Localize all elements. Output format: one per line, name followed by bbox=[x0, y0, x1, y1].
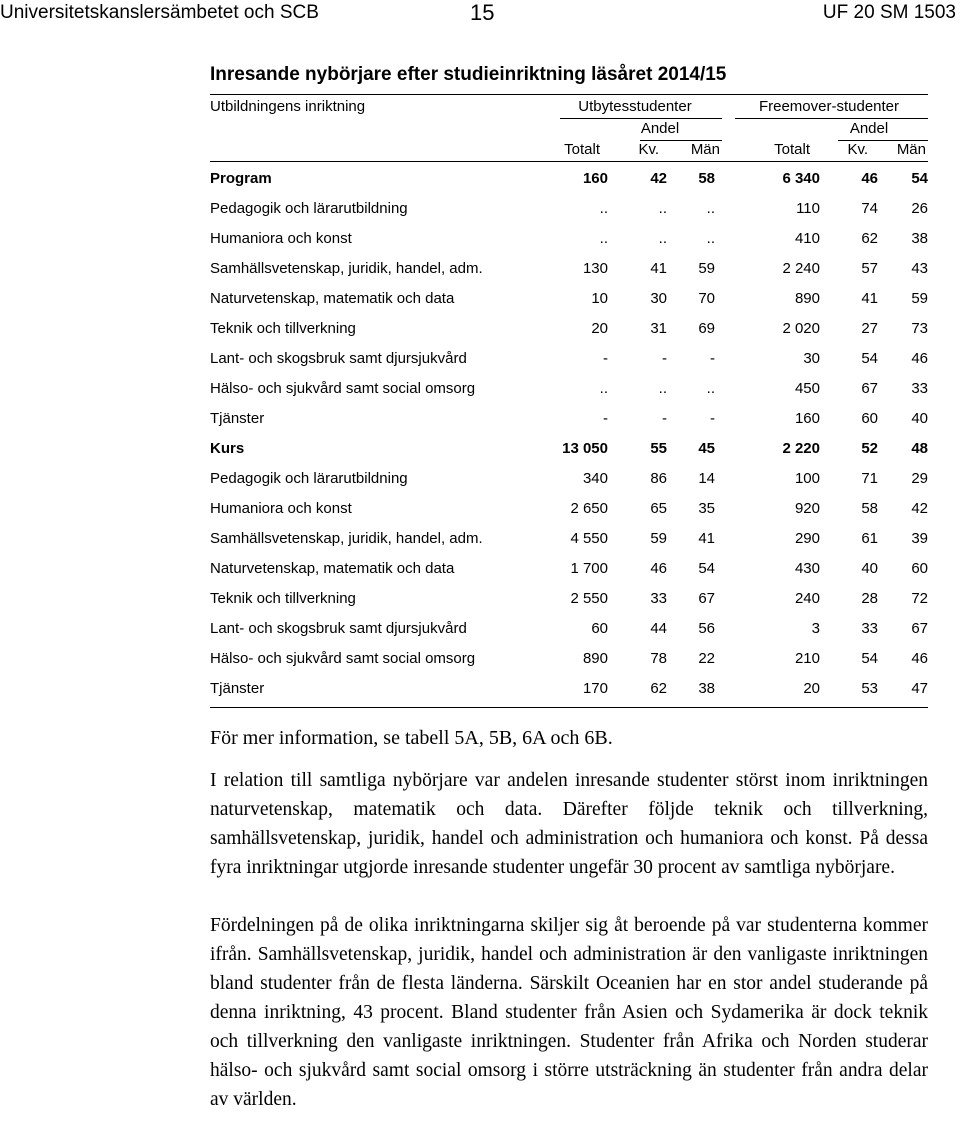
cell-total-exchange: .. bbox=[599, 200, 608, 217]
cell-women-share-exchange: 46 bbox=[650, 560, 667, 577]
row-label: Humaniora och konst bbox=[210, 230, 352, 247]
row-label: Samhällsvetenskap, juridik, handel, adm. bbox=[210, 530, 483, 547]
cell-women-share-exchange: 31 bbox=[650, 320, 667, 337]
cell-women-share-exchange: 62 bbox=[650, 680, 667, 697]
table-row bbox=[210, 650, 928, 680]
cell-women-share-freemover: 67 bbox=[861, 380, 878, 397]
cell-total-freemover: 920 bbox=[794, 500, 820, 517]
col-header-women-exchange: Kv. bbox=[638, 141, 659, 158]
cell-total-exchange: 340 bbox=[582, 470, 608, 487]
cell-men-share-exchange: 59 bbox=[698, 260, 715, 277]
cell-total-freemover: 3 bbox=[811, 620, 820, 637]
cell-women-share-freemover: 27 bbox=[861, 320, 878, 337]
cell-men-share-freemover: 48 bbox=[911, 440, 928, 457]
cell-men-share-exchange: 38 bbox=[698, 680, 715, 697]
table-row bbox=[210, 500, 928, 530]
cell-women-share-exchange: .. bbox=[658, 380, 667, 397]
cell-women-share-freemover: 71 bbox=[861, 470, 878, 487]
cell-women-share-freemover: 54 bbox=[861, 350, 878, 367]
cell-men-share-exchange: 14 bbox=[698, 470, 715, 487]
page-number: 15 bbox=[470, 0, 495, 25]
cell-women-share-freemover: 60 bbox=[861, 410, 878, 427]
row-label: Pedagogik och lärarutbildning bbox=[210, 200, 408, 217]
cell-men-share-freemover: 72 bbox=[911, 590, 928, 607]
row-label: Humaniora och konst bbox=[210, 500, 352, 517]
cell-men-share-exchange: 56 bbox=[698, 620, 715, 637]
table-row bbox=[210, 350, 928, 380]
row-label-header: Utbildningens inriktning bbox=[210, 98, 366, 115]
cell-women-share-exchange: .. bbox=[658, 230, 667, 247]
cell-women-share-exchange: 86 bbox=[650, 470, 667, 487]
cell-men-share-exchange: 67 bbox=[698, 590, 715, 607]
group-header-exchange: Utbytesstudenter bbox=[578, 98, 692, 115]
cell-men-share-exchange: - bbox=[710, 350, 715, 367]
cell-total-exchange: 2 650 bbox=[570, 500, 608, 517]
cell-women-share-exchange: 41 bbox=[650, 260, 667, 277]
col-header-total-exchange: Totalt bbox=[564, 141, 600, 158]
table-row bbox=[210, 170, 928, 200]
cell-women-share-exchange: - bbox=[662, 350, 667, 367]
row-label: Lant- och skogsbruk samt djursjukvård bbox=[210, 620, 467, 637]
cell-men-share-freemover: 33 bbox=[911, 380, 928, 397]
cell-women-share-exchange: 78 bbox=[650, 650, 667, 667]
row-label: Teknik och tillverkning bbox=[210, 320, 356, 337]
cell-total-freemover: 210 bbox=[794, 650, 820, 667]
page-header-left: Universitetskanslersämbetet och SCB bbox=[0, 2, 319, 23]
cell-total-exchange: - bbox=[603, 350, 608, 367]
cell-women-share-exchange: 30 bbox=[650, 290, 667, 307]
cell-men-share-freemover: 40 bbox=[911, 410, 928, 427]
row-label: Tjänster bbox=[210, 410, 265, 427]
cell-men-share-freemover: 67 bbox=[911, 620, 928, 637]
cell-women-share-freemover: 74 bbox=[861, 200, 878, 217]
col-header-total-freemover: Totalt bbox=[774, 141, 810, 158]
col-header-women-freemover: Kv. bbox=[847, 141, 868, 158]
cell-total-freemover: 890 bbox=[794, 290, 820, 307]
row-label: Hälso- och sjukvård samt social omsorg bbox=[210, 650, 476, 667]
cell-men-share-freemover: 43 bbox=[911, 260, 928, 277]
row-label: Naturvetenskap, matematik och data bbox=[210, 560, 455, 577]
cell-total-freemover: 2 240 bbox=[782, 260, 820, 277]
cell-total-exchange: 20 bbox=[591, 320, 608, 337]
cell-women-share-freemover: 54 bbox=[861, 650, 878, 667]
cell-men-share-exchange: 69 bbox=[698, 320, 715, 337]
table-note: För mer information, se tabell 5A, 5B, 6A och 6B. bbox=[210, 727, 613, 749]
table-row bbox=[210, 560, 928, 590]
cell-total-freemover: 290 bbox=[794, 530, 820, 547]
cell-men-share-freemover: 54 bbox=[911, 170, 928, 187]
cell-total-freemover: 20 bbox=[803, 680, 820, 697]
cell-total-freemover: 2 220 bbox=[782, 440, 820, 457]
cell-men-share-exchange: 58 bbox=[698, 170, 715, 187]
cell-total-exchange: 13 050 bbox=[562, 440, 608, 457]
cell-total-exchange: 160 bbox=[582, 170, 608, 187]
cell-women-share-freemover: 33 bbox=[861, 620, 878, 637]
row-label: Samhällsvetenskap, juridik, handel, adm. bbox=[210, 260, 483, 277]
cell-women-share-freemover: 57 bbox=[861, 260, 878, 277]
header-top-rule bbox=[210, 94, 928, 95]
col-header-men-freemover: Män bbox=[896, 141, 926, 158]
cell-total-exchange: 60 bbox=[591, 620, 608, 637]
table-row bbox=[210, 410, 928, 440]
page-header-right: UF 20 SM 1503 bbox=[822, 2, 956, 23]
group-rule-freemover bbox=[735, 118, 928, 119]
cell-men-share-freemover: 38 bbox=[911, 230, 928, 247]
table-row bbox=[210, 320, 928, 350]
cell-men-share-freemover: 73 bbox=[911, 320, 928, 337]
cell-total-freemover: 450 bbox=[794, 380, 820, 397]
cell-men-share-freemover: 29 bbox=[911, 470, 928, 487]
row-label: Naturvetenskap, matematik och data bbox=[210, 290, 455, 307]
cell-men-share-freemover: 47 bbox=[911, 680, 928, 697]
cell-men-share-freemover: 39 bbox=[911, 530, 928, 547]
table-row bbox=[210, 590, 928, 620]
table-bottom-rule bbox=[210, 707, 928, 708]
cell-women-share-exchange: .. bbox=[658, 200, 667, 217]
cell-women-share-freemover: 53 bbox=[861, 680, 878, 697]
row-label: Lant- och skogsbruk samt djursjukvård bbox=[210, 350, 467, 367]
table-row bbox=[210, 380, 928, 410]
cell-women-share-exchange: 59 bbox=[650, 530, 667, 547]
col-header-men-exchange: Män bbox=[690, 141, 720, 158]
cell-women-share-exchange: 44 bbox=[650, 620, 667, 637]
row-label: Teknik och tillverkning bbox=[210, 590, 356, 607]
table-row bbox=[210, 440, 928, 470]
cell-total-freemover: 160 bbox=[794, 410, 820, 427]
cell-total-freemover: 240 bbox=[794, 590, 820, 607]
cell-total-freemover: 30 bbox=[803, 350, 820, 367]
cell-men-share-freemover: 60 bbox=[911, 560, 928, 577]
cell-total-exchange: 130 bbox=[582, 260, 608, 277]
cell-men-share-freemover: 46 bbox=[911, 350, 928, 367]
cell-women-share-freemover: 52 bbox=[861, 440, 878, 457]
share-header-exchange: Andel bbox=[640, 120, 680, 137]
cell-total-freemover: 6 340 bbox=[782, 170, 820, 187]
cell-women-share-freemover: 46 bbox=[861, 170, 878, 187]
row-label: Hälso- och sjukvård samt social omsorg bbox=[210, 380, 476, 397]
cell-women-share-exchange: 65 bbox=[650, 500, 667, 517]
cell-men-share-freemover: 46 bbox=[911, 650, 928, 667]
table-row bbox=[210, 230, 928, 260]
table-row bbox=[210, 200, 928, 230]
table-title: Inresande nybörjare efter studieinriktning läsåret 2014/15 bbox=[210, 64, 727, 85]
group-header-freemover: Freemover-studenter bbox=[758, 98, 900, 115]
cell-total-exchange: - bbox=[603, 410, 608, 427]
share-header-freemover: Andel bbox=[849, 120, 889, 137]
cell-men-share-exchange: .. bbox=[706, 230, 715, 247]
cell-total-exchange: .. bbox=[599, 380, 608, 397]
cell-men-share-exchange: 70 bbox=[698, 290, 715, 307]
cell-total-freemover: 430 bbox=[794, 560, 820, 577]
header-bottom-rule bbox=[210, 161, 928, 162]
row-label: Tjänster bbox=[210, 680, 265, 697]
table-row bbox=[210, 530, 928, 560]
cell-men-share-exchange: .. bbox=[706, 380, 715, 397]
cell-men-share-freemover: 59 bbox=[911, 290, 928, 307]
paragraph-2: Fördelningen på de olika inriktningarna skiljer sig åt beroende på var studenterna kommer ifrån. Samhällsvetenskap, juridik, handel och administration är den vanligaste inriktningen bland studenter från de flesta länderna. Särskilt Oceanien har en stor andel studerande på denna inriktning, 43 procent. Bland studenter från Asien och Sydamerika är dock teknik och tillverkning den vanligaste inriktningen. Studenter från Afrika och Norden studerar hälso- och sjukvård samt social omsorg i större utsträckning än studenter från andra delar av världen. bbox=[210, 915, 928, 1110]
cell-women-share-exchange: 42 bbox=[650, 170, 667, 187]
row-label: Kurs bbox=[210, 440, 245, 457]
cell-total-exchange: 10 bbox=[591, 290, 608, 307]
cell-women-share-exchange: - bbox=[662, 410, 667, 427]
table-row bbox=[210, 290, 928, 320]
table-row bbox=[210, 620, 928, 650]
cell-men-share-freemover: 42 bbox=[911, 500, 928, 517]
table-row bbox=[210, 260, 928, 290]
cell-men-share-freemover: 26 bbox=[911, 200, 928, 217]
cell-women-share-freemover: 41 bbox=[861, 290, 878, 307]
cell-women-share-exchange: 55 bbox=[650, 440, 667, 457]
cell-men-share-exchange: 41 bbox=[698, 530, 715, 547]
cell-women-share-freemover: 62 bbox=[861, 230, 878, 247]
cell-women-share-freemover: 58 bbox=[861, 500, 878, 517]
table-row bbox=[210, 680, 928, 710]
cell-men-share-exchange: .. bbox=[706, 200, 715, 217]
group-rule-exchange bbox=[560, 118, 722, 119]
cell-men-share-exchange: 54 bbox=[698, 560, 715, 577]
cell-women-share-exchange: 33 bbox=[650, 590, 667, 607]
cell-total-exchange: 2 550 bbox=[570, 590, 608, 607]
cell-total-exchange: 1 700 bbox=[570, 560, 608, 577]
cell-total-freemover: 100 bbox=[794, 470, 820, 487]
cell-total-freemover: 410 bbox=[794, 230, 820, 247]
cell-women-share-freemover: 40 bbox=[861, 560, 878, 577]
cell-men-share-exchange: - bbox=[710, 410, 715, 427]
table-row bbox=[210, 470, 928, 500]
row-label: Pedagogik och lärarutbildning bbox=[210, 470, 408, 487]
cell-total-freemover: 110 bbox=[796, 200, 820, 217]
cell-total-freemover: 2 020 bbox=[782, 320, 820, 337]
cell-men-share-exchange: 35 bbox=[698, 500, 715, 517]
cell-total-exchange: 4 550 bbox=[570, 530, 608, 547]
paragraph-1: I relation till samtliga nybörjare var andelen inresande studenter störst inom inriktningen naturvetenskap, matematik och data. Därefter följde teknik och tillverkning, samhällsvetenskap, juridik, handel och administration och humaniora och konst. På dessa fyra inriktningar utgjorde inresande studenter ungefär 30 procent av samtliga nybörjare. bbox=[210, 770, 928, 878]
cell-total-exchange: 890 bbox=[582, 650, 608, 667]
row-label: Program bbox=[210, 170, 272, 187]
cell-men-share-exchange: 22 bbox=[698, 650, 715, 667]
cell-women-share-freemover: 28 bbox=[861, 590, 878, 607]
cell-men-share-exchange: 45 bbox=[698, 440, 715, 457]
cell-women-share-freemover: 61 bbox=[861, 530, 878, 547]
cell-total-exchange: 170 bbox=[582, 680, 608, 697]
cell-total-exchange: .. bbox=[599, 230, 608, 247]
